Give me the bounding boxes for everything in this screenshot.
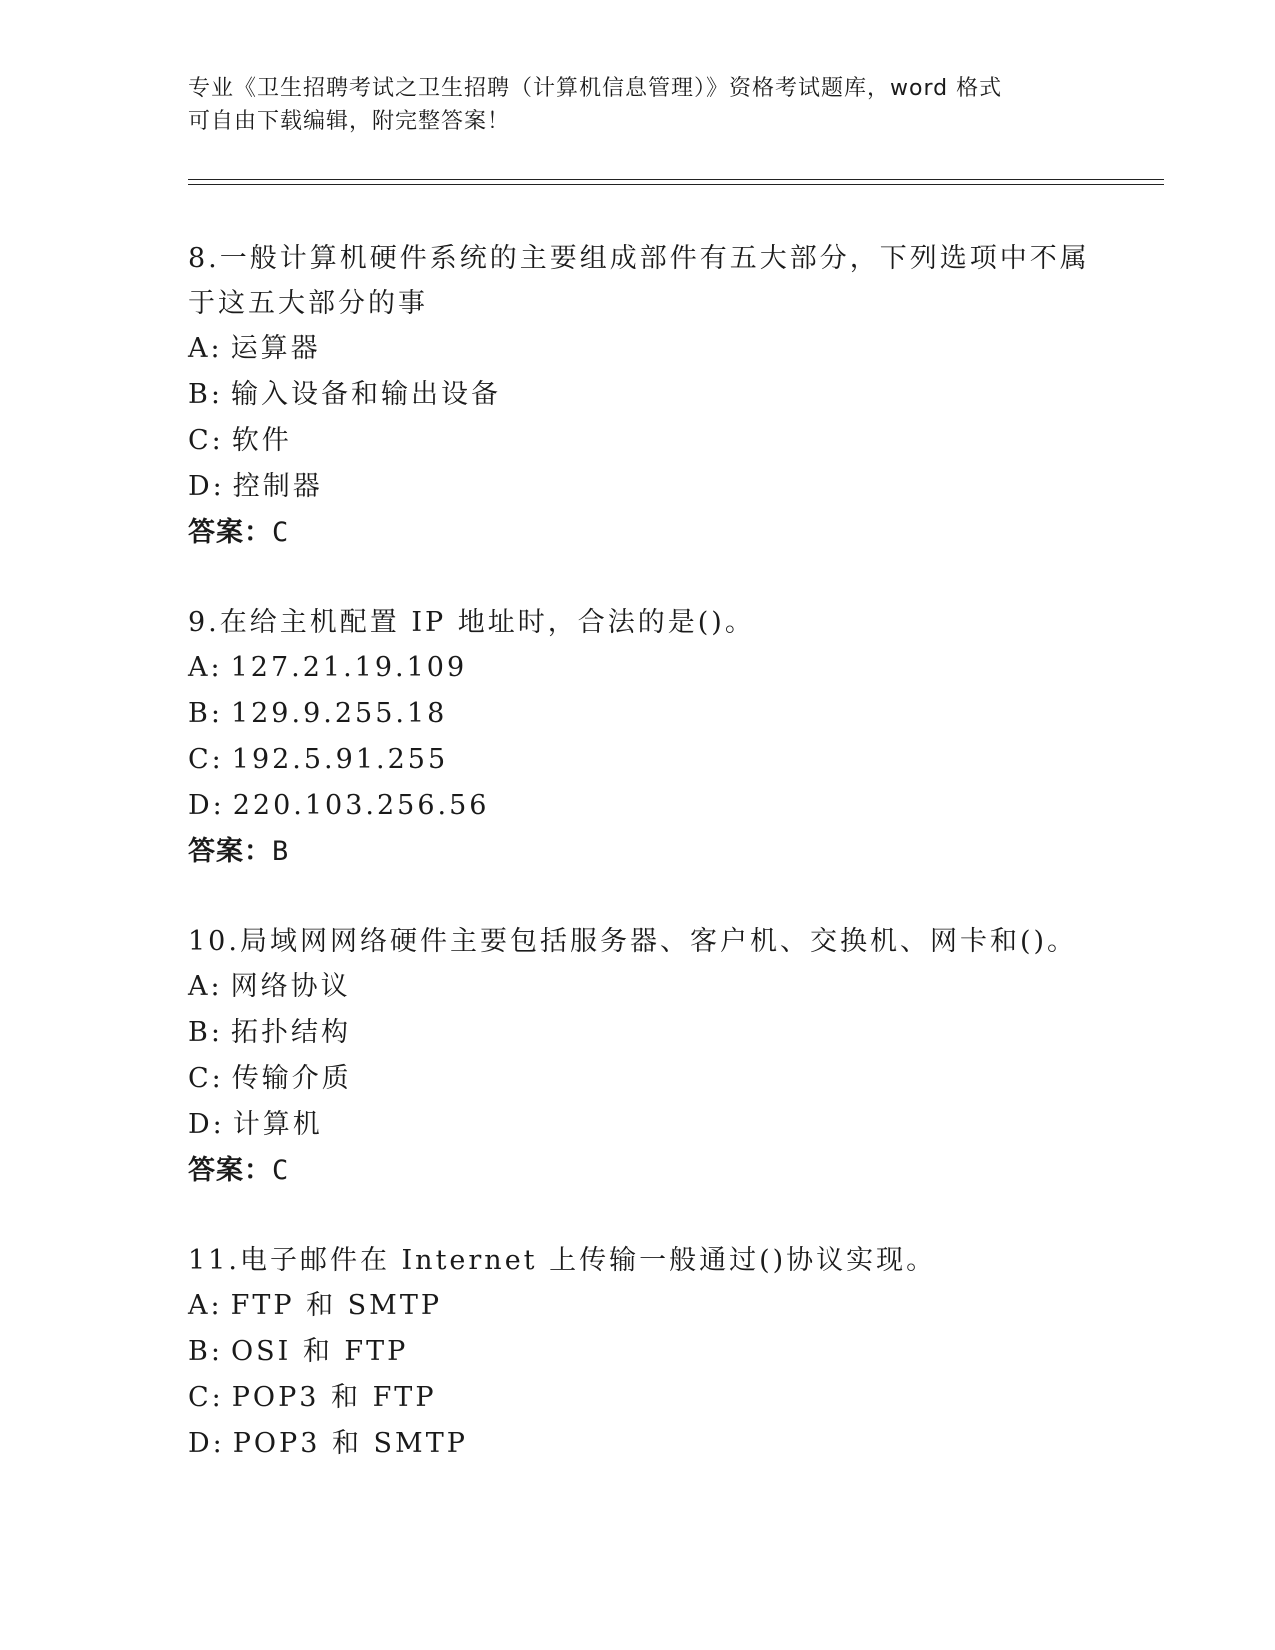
answer-line [188, 510, 1088, 556]
option-a [188, 1283, 1088, 1329]
question-stem [188, 600, 1088, 645]
question-9 [188, 600, 1088, 875]
option-text: FTP 和 SMTP [230, 1290, 443, 1321]
answer-value: C [272, 517, 290, 548]
question-stem-line-1: 10.局域网网络硬件主要包括服务器、客户机、交换机、网卡和()。 [188, 926, 1078, 957]
option-letter: C: [188, 1063, 224, 1094]
question-10 [188, 919, 1088, 1194]
option-letter: C: [188, 744, 224, 775]
option-letter: B: [188, 1017, 223, 1048]
option-c [188, 737, 1088, 783]
option-letter: D: [188, 1109, 225, 1140]
question-stem [188, 919, 1088, 964]
option-letter: D: [188, 790, 225, 821]
option-letter: B: [188, 1336, 223, 1367]
option-text: POP3 和 SMTP [232, 1428, 468, 1459]
option-c [188, 418, 1088, 464]
answer-label: 答案： [188, 517, 272, 548]
option-b [188, 1329, 1088, 1375]
question-stem [188, 236, 1088, 326]
option-text: 计算机 [232, 1109, 323, 1140]
option-text: 软件 [231, 425, 292, 456]
answer-label: 答案： [188, 1155, 272, 1186]
option-letter: A: [188, 1290, 223, 1321]
option-d [188, 1421, 1088, 1467]
option-text: 网络协议 [230, 971, 351, 1002]
option-text: 传输介质 [231, 1063, 352, 1094]
option-a [188, 964, 1088, 1010]
question-8 [188, 236, 1088, 556]
option-letter: C: [188, 1382, 224, 1413]
header-divider-top [188, 179, 1164, 180]
option-letter: A: [188, 652, 223, 683]
option-d [188, 1102, 1088, 1148]
option-b [188, 691, 1088, 737]
option-text: 控制器 [232, 471, 323, 502]
option-letter: A: [188, 333, 223, 364]
option-letter: A: [188, 971, 223, 1002]
answer-line [188, 829, 1088, 875]
option-letter: B: [188, 379, 223, 410]
answer-label: 答案： [188, 836, 272, 867]
option-c [188, 1375, 1088, 1421]
question-list [188, 236, 1088, 1511]
option-d [188, 783, 1088, 829]
question-stem [188, 1238, 1088, 1283]
option-text: 220.103.256.56 [232, 790, 490, 821]
answer-line [188, 1148, 1088, 1194]
question-stem-line-1: 9.在给主机配置 IP 地址时，合法的是()。 [188, 607, 755, 638]
question-11 [188, 1238, 1088, 1467]
option-a [188, 645, 1088, 691]
question-stem-line-2: 于这五大部分的事 [188, 288, 428, 319]
option-text: 192.5.91.255 [231, 744, 449, 775]
option-text: POP3 和 FTP [231, 1382, 437, 1413]
option-letter: D: [188, 471, 225, 502]
option-letter: B: [188, 698, 223, 729]
option-a [188, 326, 1088, 372]
question-stem-line-1: 8.一般计算机硬件系统的主要组成部件有五大部分，下列选项中不属 [188, 243, 1090, 274]
header-line-2: 可自由下载编辑，附完整答案！ [188, 109, 511, 134]
option-text: 129.9.255.18 [230, 698, 448, 729]
option-text: 输入设备和输出设备 [230, 379, 501, 410]
option-letter: C: [188, 425, 224, 456]
option-text: 运算器 [230, 333, 321, 364]
option-c [188, 1056, 1088, 1102]
option-text: OSI 和 FTP [230, 1336, 409, 1367]
question-stem-line-1: 11.电子邮件在 Internet 上传输一般通过()协议实现。 [188, 1245, 937, 1276]
header-line-1: 专业《卫生招聘考试之卫生招聘（计算机信息管理）》资格考试题库，word 格式 [188, 76, 1003, 101]
answer-value: B [272, 836, 290, 867]
option-b [188, 372, 1088, 418]
option-text: 拓扑结构 [230, 1017, 351, 1048]
option-letter: D: [188, 1428, 225, 1459]
document-header [188, 72, 1088, 138]
option-d [188, 464, 1088, 510]
option-b [188, 1010, 1088, 1056]
answer-value: C [272, 1155, 290, 1186]
option-text: 127.21.19.109 [230, 652, 468, 683]
header-divider-bottom [188, 184, 1164, 185]
